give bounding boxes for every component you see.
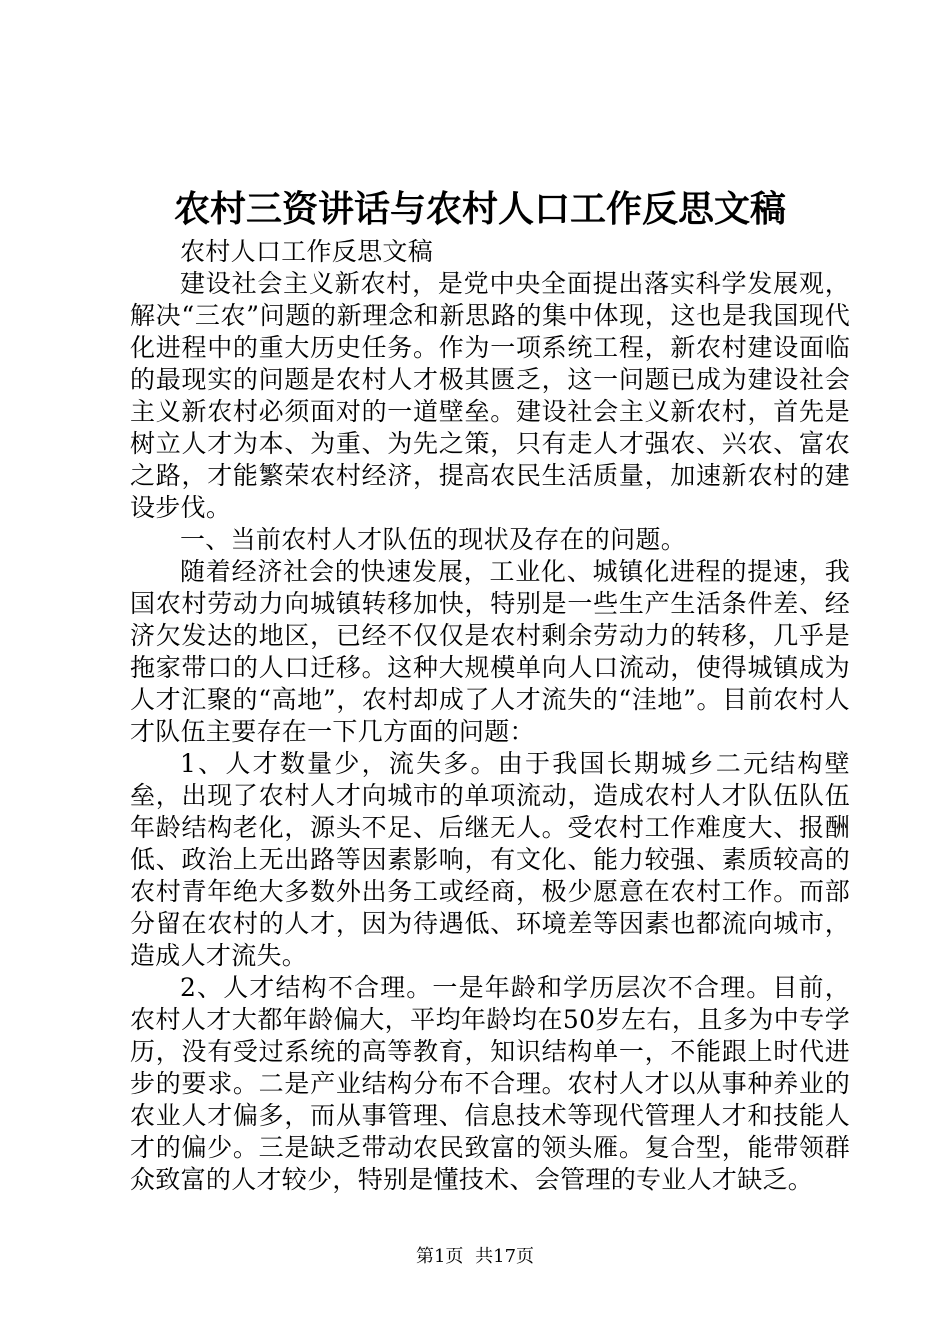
body-paragraph: 农村人口工作反思文稿 [180,237,434,266]
body-paragraph: 2、人才结构不合理。一是年龄和学历层次不合理。目前，农村人才大都年龄偏大，平均年龄均在50岁左右，且多为中专学历，没有受过系统的高等教育，知识结构单一，不能跟上时代进步的要求。二是产业结构分布不合理。农村人才以从事种养业的农业人才偏多，而从事管理、信息技术等现代管理人才和技能人才的偏少。三是缺乏带动农民致富的领头雁。复合型，能带领群众致富的人才较少，特别是懂技术、会管理的专业人才缺乏。 [130,973,850,1194]
document-body [130,236,850,1196]
body-paragraph: 1、人才数量少，流失多。由于我国长期城乡二元结构壁垒，出现了农村人才向城市的单项流动，造成农村人才队伍队伍年龄结构老化，源头不足、后继无人。受农村工作难度大、报酬低、政治上无出路等因素影响，有文化、能力较强、素质较高的农村青年绝大多数外出务工或经商，极少愿意在农村工作。而部分留在农村的人才，因为待遇低、环境差等因素也都流向城市，造成人才流失。 [130,749,850,970]
body-paragraph: 随着经济社会的快速发展，工业化、城镇化进程的提速，我国农村劳动力向城镇转移加快，特别是一些生产生活条件差、经济欠发达的地区，已经不仅仅是农村剩余劳动力的转移，几乎是拖家带口的人口迁移。这种大规模单向人口流动，使得城镇成为人才汇聚的“高地”，农村却成了人才流失的“洼地”。目前农村人才队伍主要存在一下几方面的问题： [130,557,850,746]
page-total: 共17页 [475,1246,535,1267]
section-heading: 一、当前农村人才队伍的现状及存在的问题。 [180,525,687,554]
page-number: 第1页 [415,1246,464,1267]
page-footer [0,1246,950,1268]
body-paragraph: 建设社会主义新农村，是党中央全面提出落实科学发展观，解决“三农”问题的新理念和新思路的集中体现，这也是我国现代化进程中的重大历史任务。作为一项系统工程，新农村建设面临的最现实的问题是农村人才极其匮乏，这一问题已成为建设社会主义新农村必须面对的一道壁垒。建设社会主义新农村，首先是树立人才为本、为重、为先之策，只有走人才强农、兴农、富农之路，才能繁荣农村经济，提高农民生活质量，加速新农村的建设步伐。 [130,269,850,522]
document-title: 农村三资讲话与农村人口工作反思文稿 [173,188,786,230]
